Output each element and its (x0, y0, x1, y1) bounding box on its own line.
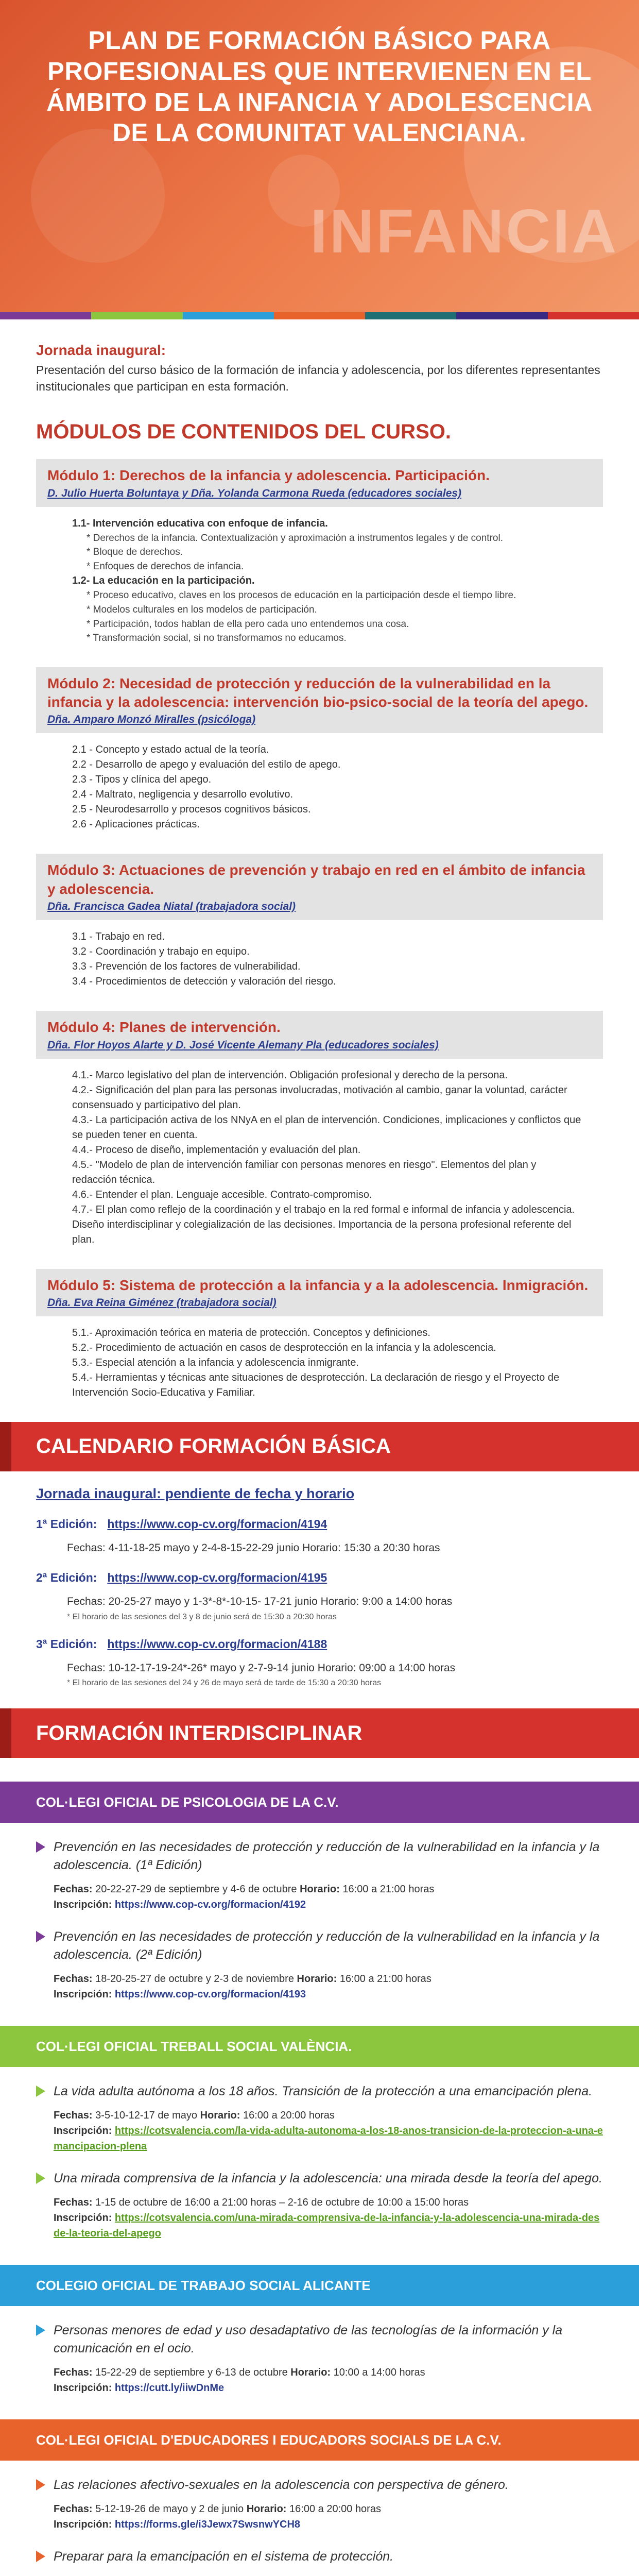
module-content-line: 2.5 - Neurodesarrollo y procesos cognitivos básicos. (72, 804, 311, 816)
interdisciplinary-heading: FORMACIÓN INTERDISCIPLINAR (36, 1721, 362, 1744)
course-item (0, 1823, 639, 1912)
course-item (0, 1912, 639, 2002)
course-details (54, 2573, 603, 2576)
course-dates: 5-12-19-26 de mayo y 2 de junio (95, 2503, 244, 2515)
hours-label: Horario: (290, 2367, 331, 2379)
course-title-row (36, 2476, 603, 2494)
edition-label: 2ª Edición: (36, 1571, 97, 1585)
edition-row (36, 1571, 603, 1585)
course-hours: 10:00 a 14:00 horas (333, 2367, 425, 2379)
dates-label: Fechas: (54, 1884, 93, 1895)
edition-dates: Fechas: 20-25-27 mayo y 1-3*-8*-10-15- 17-21 junio Horario: 9:00 a 14:00 horas (67, 1596, 453, 1608)
arrow-right-icon (36, 2325, 45, 2336)
course-title: Una mirada comprensiva de la infancia y la adolescencia: una mirada desde la teoría del apego. (54, 2171, 602, 2186)
course-details (54, 2501, 603, 2532)
calendar-heading: CALENDARIO FORMACIÓN BÁSICA (36, 1435, 391, 1458)
registration-link[interactable]: https://forms.gle/i3Jewx7SwsnwYCH8 (114, 2519, 301, 2531)
dates-label: Fechas: (54, 1973, 93, 1985)
course-title-row (36, 2170, 603, 2188)
course-title-row (36, 2321, 603, 2358)
editions-list (36, 1517, 603, 1688)
edition-row (36, 1637, 603, 1651)
module-content-line: 3.2 - Coordinación y trabajo en equipo. (72, 946, 250, 958)
course-hours: 16:00 a 20:00 horas (243, 2110, 335, 2122)
course-details (54, 2195, 603, 2241)
module-contents (36, 1316, 603, 1403)
edition-label: 1ª Edición: (36, 1517, 97, 1531)
module-content-line: 3.1 - Trabajo en red. (72, 931, 165, 943)
module-content-line: 2.2 - Desarrollo de apego y evaluación del estilo de apego. (72, 759, 341, 771)
calendar-jornada-line: Jornada inaugural: pendiente de fecha y horario (36, 1485, 355, 1501)
edition-note: * El horario de las sesiones del 3 y 8 de junio será de 15:30 a 20:30 horas (67, 1612, 337, 1621)
module-contents (36, 507, 603, 649)
module-content-line: 4.2.- Significación del plan para las personas involucradas, motivación al cambio, ganar la voluntad, carácter consensuado y participativo del plan. (72, 1084, 567, 1111)
edition-link[interactable]: https://www.cop-cv.org/formacion/4188 (107, 1637, 327, 1651)
hours-label: Horario: (297, 1973, 337, 1985)
hours-label: Horario: (300, 1884, 340, 1895)
course-title-row (36, 2548, 603, 2566)
course-item (0, 2306, 639, 2396)
module-content-line: 3.4 - Procedimientos de detección y valoración del riesgo. (72, 976, 336, 988)
course-item (0, 2154, 639, 2241)
hours-label: Horario: (246, 2503, 287, 2515)
course-title: Las relaciones afectivo-sexuales en la adolescencia con perspectiva de género. (54, 2478, 509, 2493)
course-registration-line (54, 2517, 603, 2532)
course-hours: 16:00 a 20:00 horas (289, 2503, 381, 2515)
stripe-segment (456, 312, 547, 319)
college-name: COL·LEGI OFICIAL TREBALL SOCIAL VALÈNCIA. (36, 2038, 352, 2054)
college-name: COL·LEGI OFICIAL D'EDUCADORES I EDUCADORS SOCIALS DE LA C.V. (36, 2432, 502, 2448)
module-content-line: 4.3.- La participación activa de los NNyA en el plan de intervención. Condiciones, implicaciones y conflictos que se pueden tener en cuenta. (72, 1114, 581, 1141)
edition-label: 3ª Edición: (36, 1637, 97, 1651)
module-content-line: 5.2.- Procedimiento de actuación en casos de desprotección en la infancia y la adolescencia. (72, 1342, 496, 1353)
edition-link[interactable]: https://www.cop-cv.org/formacion/4195 (107, 1571, 327, 1585)
module-block (36, 1269, 603, 1403)
course-registration-line (54, 1987, 603, 2002)
colleges-list (0, 1782, 639, 2576)
module-content-line: 5.4.- Herramientas y técnicas ante situaciones de desprotección. La declaración de riesgo y el Proyecto de Intervención Socio-Educativa y Familiar. (72, 1371, 560, 1398)
course-dates-line (54, 2573, 603, 2576)
arrow-right-icon (36, 2551, 45, 2562)
module-title: Módulo 5: Sistema de protección a la infancia y a la adolescencia. Inmigración. (47, 1277, 589, 1293)
stripe-segment (548, 312, 639, 319)
course-registration-line (54, 1897, 603, 1912)
course-details (54, 1882, 603, 1912)
module-content-line: 2.4 - Maltrato, negligencia y desarrollo evolutivo. (72, 789, 293, 801)
arrow-right-icon (36, 1841, 45, 1853)
course-registration-line (54, 2380, 603, 2396)
registration-link[interactable]: https://cotsvalencia.com/una-mirada-comprensiva-de-la-infancia-y-la-adolescencia-una-mirada-desde-la-teoria-del-apego (54, 2212, 600, 2240)
module-content-line: * Derechos de la infancia. Contextualización y aproximación a instrumentos legales y de control. (87, 532, 503, 544)
module-content-line: 4.4.- Proceso de diseño, implementación y evaluación del plan. (72, 1144, 361, 1156)
module-title: Módulo 4: Planes de intervención. (47, 1019, 281, 1036)
course-dates-line (54, 1971, 603, 1987)
course-dates: 1-15 de octubre de 16:00 a 21:00 horas – 2-16 de octubre de 10:00 a 15:00 horas (95, 2197, 469, 2209)
college-header (0, 2265, 639, 2306)
course-dates-line (54, 2501, 603, 2517)
module-content-line: 2.6 - Aplicaciones prácticas. (72, 819, 200, 831)
college-header (0, 1782, 639, 1823)
banner-tag (0, 1422, 11, 1471)
course-title-row (36, 1838, 603, 1874)
course-dates: 18-20-25-27 de octubre y 2-3 de noviembre (95, 1973, 294, 1985)
arrow-right-icon (36, 1931, 45, 1942)
course-title: Prevención en las necesidades de protección y reducción de la vulnerabilidad en la infancia y la adolescencia. (1ª Edición) (54, 1840, 600, 1873)
edition-dates: Fechas: 10-12-17-19-24*-26* mayo y 2-7-9-14 junio Horario: 09:00 a 14:00 horas (67, 1662, 456, 1674)
module-block (36, 1011, 603, 1250)
module-content-line: 4.6.- Entender el plan. Lenguaje accesible. Contrato-compromiso. (72, 1189, 372, 1200)
course-title: Preparar para la emancipación en el sistema de protección. (54, 2549, 394, 2564)
course-title: Prevención en las necesidades de protección y reducción de la vulnerabilidad en la infancia y la adolescencia. (2ª Edición) (54, 1929, 600, 1962)
edition-note: * El horario de las sesiones del 24 y 26 de mayo será de tarde de 15:30 a 20:30 horas (67, 1679, 382, 1688)
registration-label: Inscripción: (54, 1899, 112, 1911)
course-item (0, 2461, 639, 2532)
arrow-right-icon (36, 2173, 45, 2184)
module-teacher: Dña. Francisca Gadea Niatal (trabajadora social) (47, 901, 296, 913)
registration-label: Inscripción: (54, 2212, 112, 2224)
page-title: PLAN DE FORMACIÓN BÁSICO PARA PROFESIONALES QUE INTERVIENEN EN EL ÁMBITO DE LA INFANCIA Y ADOLESCENCIA DE LA COMUNITAT VALENCIANA. (46, 27, 593, 147)
module-title: Módulo 2: Necesidad de protección y reducción de la vulnerabilidad en la infancia y la adolescencia: intervención bio-psico-social de la teoría del apego. (47, 675, 589, 710)
edition-dates: Fechas: 4-11-18-25 mayo y 2-4-8-15-22-29 junio Horario: 15:30 a 20:30 horas (67, 1541, 440, 1554)
module-content-line: 3.3 - Prevención de los factores de vulnerabilidad. (72, 961, 301, 973)
module-block (36, 667, 603, 836)
module-content-line: * Participación, todos hablan de ella pero cada uno entendemos una cosa. (87, 618, 409, 630)
jornada-inaugural-title: Jornada inaugural: (36, 342, 166, 358)
edition-row (36, 1517, 603, 1531)
dates-label: Fechas: (54, 2367, 93, 2379)
module-content-line: * Transformación social, si no transformamos no educamos. (87, 633, 347, 644)
module-content-line: * Proceso educativo, claves en los procesos de educación en la participación desde el tiempo libre. (87, 590, 516, 601)
course-dates: 20-22-27-29 de septiembre y 4-6 de octubre (95, 1884, 297, 1895)
course-dates-line (54, 2108, 603, 2123)
registration-label: Inscripción: (54, 2382, 112, 2394)
course-title-row (36, 2082, 603, 2100)
college-name: COL·LEGI OFICIAL DE PSICOLOGIA DE LA C.V. (36, 1794, 339, 1810)
course-details (54, 1971, 603, 2002)
calendar-banner (0, 1422, 639, 1471)
stripe-segment (365, 312, 456, 319)
module-contents (36, 1059, 603, 1250)
course-details (54, 2108, 603, 2154)
module-contents (36, 733, 603, 835)
registration-label: Inscripción: (54, 1989, 112, 2001)
registration-link[interactable]: https://cutt.ly/iiwDnMe (114, 2382, 224, 2394)
college-header (0, 2419, 639, 2461)
course-title: Personas menores de edad y uso desadaptativo de las tecnologías de la información y la comunicación en el ocio. (54, 2323, 563, 2356)
module-content-line: * Modelos culturales en los modelos de participación. (87, 604, 317, 615)
college-header (0, 2026, 639, 2067)
stripe-segment (0, 312, 91, 319)
hours-label: Horario: (200, 2110, 240, 2122)
stripe-segment (274, 312, 365, 319)
banner-tag (0, 1708, 11, 1758)
course-dates-line (54, 2195, 603, 2210)
module-contents (36, 920, 603, 992)
course-dates: 15-22-29 de septiembre y 6-13 de octubre (95, 2367, 288, 2379)
interdisciplinary-banner (0, 1708, 639, 1758)
module-header (36, 854, 603, 920)
course-dates-line (54, 1882, 603, 1897)
module-header (36, 1269, 603, 1316)
course-dates: 3-5-10-12-17 de mayo (95, 2110, 198, 2122)
course-title-row (36, 1928, 603, 1964)
course-details (54, 2365, 603, 2396)
registration-link[interactable]: https://cotsvalencia.com/la-vida-adulta-autonoma-a-los-18-anos-transicion-de-la-proteccion-a-una-emancipacion-plena (54, 2125, 603, 2153)
module-block (36, 459, 603, 648)
module-content-line: 2.1 - Concepto y estado actual de la teoría. (72, 744, 269, 756)
course-registration-line (54, 2210, 603, 2241)
module-title: Módulo 1: Derechos de la infancia y adolescencia. Participación. (47, 467, 490, 484)
stripe-segment (91, 312, 182, 319)
dates-label: Fechas: (54, 2197, 93, 2209)
course-registration-line (54, 2123, 603, 2154)
course-hours: 16:00 a 21:00 horas (342, 1884, 435, 1895)
module-header (36, 1011, 603, 1058)
modules-list (36, 459, 603, 1403)
course-dates-line (54, 2365, 603, 2380)
module-content-line: 4.1.- Marco legislativo del plan de intervención. Obligación profesional y derecho de la persona. (72, 1069, 508, 1081)
registration-label: Inscripción: (54, 2519, 112, 2531)
stripe-segment (183, 312, 274, 319)
module-content-line: 4.5.- "Modelo de plan de intervención familiar con personas menores en riesgo". Elementos del plan y redacción técnica. (72, 1159, 537, 1185)
module-content-line: 4.7.- El plan como reflejo de la coordinación y el trabajo en la red formal e informal de infancia y adolescencia. Diseño interdisciplinar y colegialización de las decisiones. Importancia de la persona profesional referente del plan. (72, 1204, 575, 1245)
header-banner (0, 0, 639, 319)
arrow-right-icon (36, 2479, 45, 2490)
dates-label: Fechas: (54, 2110, 93, 2122)
module-content-line: * Bloque de derechos. (87, 547, 183, 558)
module-title: Módulo 3: Actuaciones de prevención y trabajo en red en el ámbito de infancia y adolescencia. (47, 862, 585, 897)
module-content-line: 2.3 - Tipos y clínica del apego. (72, 774, 212, 786)
module-content-line: 5.3.- Especial atención a la infancia y adolescencia inmigrante. (72, 1357, 359, 1368)
jornada-inaugural-text: Presentación del curso básico de la formación de infancia y adolescencia, por los diferentes representantes institucionales que participan en esta formación. (36, 363, 600, 394)
module-teacher: Dña. Flor Hoyos Alarte y D. José Vicente Alemany Pla (educadores sociales) (47, 1039, 439, 1051)
course-hours: 16:00 a 21:00 horas (339, 1973, 431, 1985)
college-name: COLEGIO OFICIAL DE TRABAJO SOCIAL ALICANTE (36, 2277, 371, 2293)
module-teacher: Dña. Amparo Monzó Miralles (psicóloga) (47, 714, 256, 726)
module-content-line: 5.1.- Aproximación teórica en materia de protección. Conceptos y definiciones. (72, 1327, 430, 1338)
dates-label: Fechas: (54, 2503, 93, 2515)
modules-heading: MÓDULOS DE CONTENIDOS DEL CURSO. (36, 420, 451, 444)
course-item (0, 2532, 639, 2576)
registration-link[interactable]: https://www.cop-cv.org/formacion/4193 (114, 1989, 306, 2001)
registration-link[interactable]: https://www.cop-cv.org/formacion/4192 (114, 1899, 306, 1911)
color-stripe (0, 312, 639, 319)
module-teacher: Dña. Eva Reina Giménez (trabajadora social) (47, 1296, 277, 1309)
module-block (36, 854, 603, 992)
module-content-line: 1.1- Intervención educativa con enfoque de infancia. (72, 517, 328, 529)
module-header (36, 459, 603, 506)
module-teacher: D. Julio Huerta Boluntaya y Dña. Yolanda Carmona Rueda (educadores sociales) (47, 487, 462, 499)
module-content-line: 1.2- La educación en la participación. (72, 575, 255, 587)
module-header (36, 667, 603, 734)
arrow-right-icon (36, 2086, 45, 2097)
registration-label: Inscripción: (54, 2125, 112, 2137)
course-title: La vida adulta autónoma a los 18 años. Transición de la protección a una emancipación plena. (54, 2084, 593, 2099)
course-item (0, 2067, 639, 2154)
edition-link[interactable]: https://www.cop-cv.org/formacion/4194 (107, 1517, 327, 1531)
calendar-section (0, 1471, 639, 1693)
header-big-word: INFANCIA (310, 197, 618, 266)
module-content-line: * Enfoques de derechos de infancia. (87, 561, 244, 572)
